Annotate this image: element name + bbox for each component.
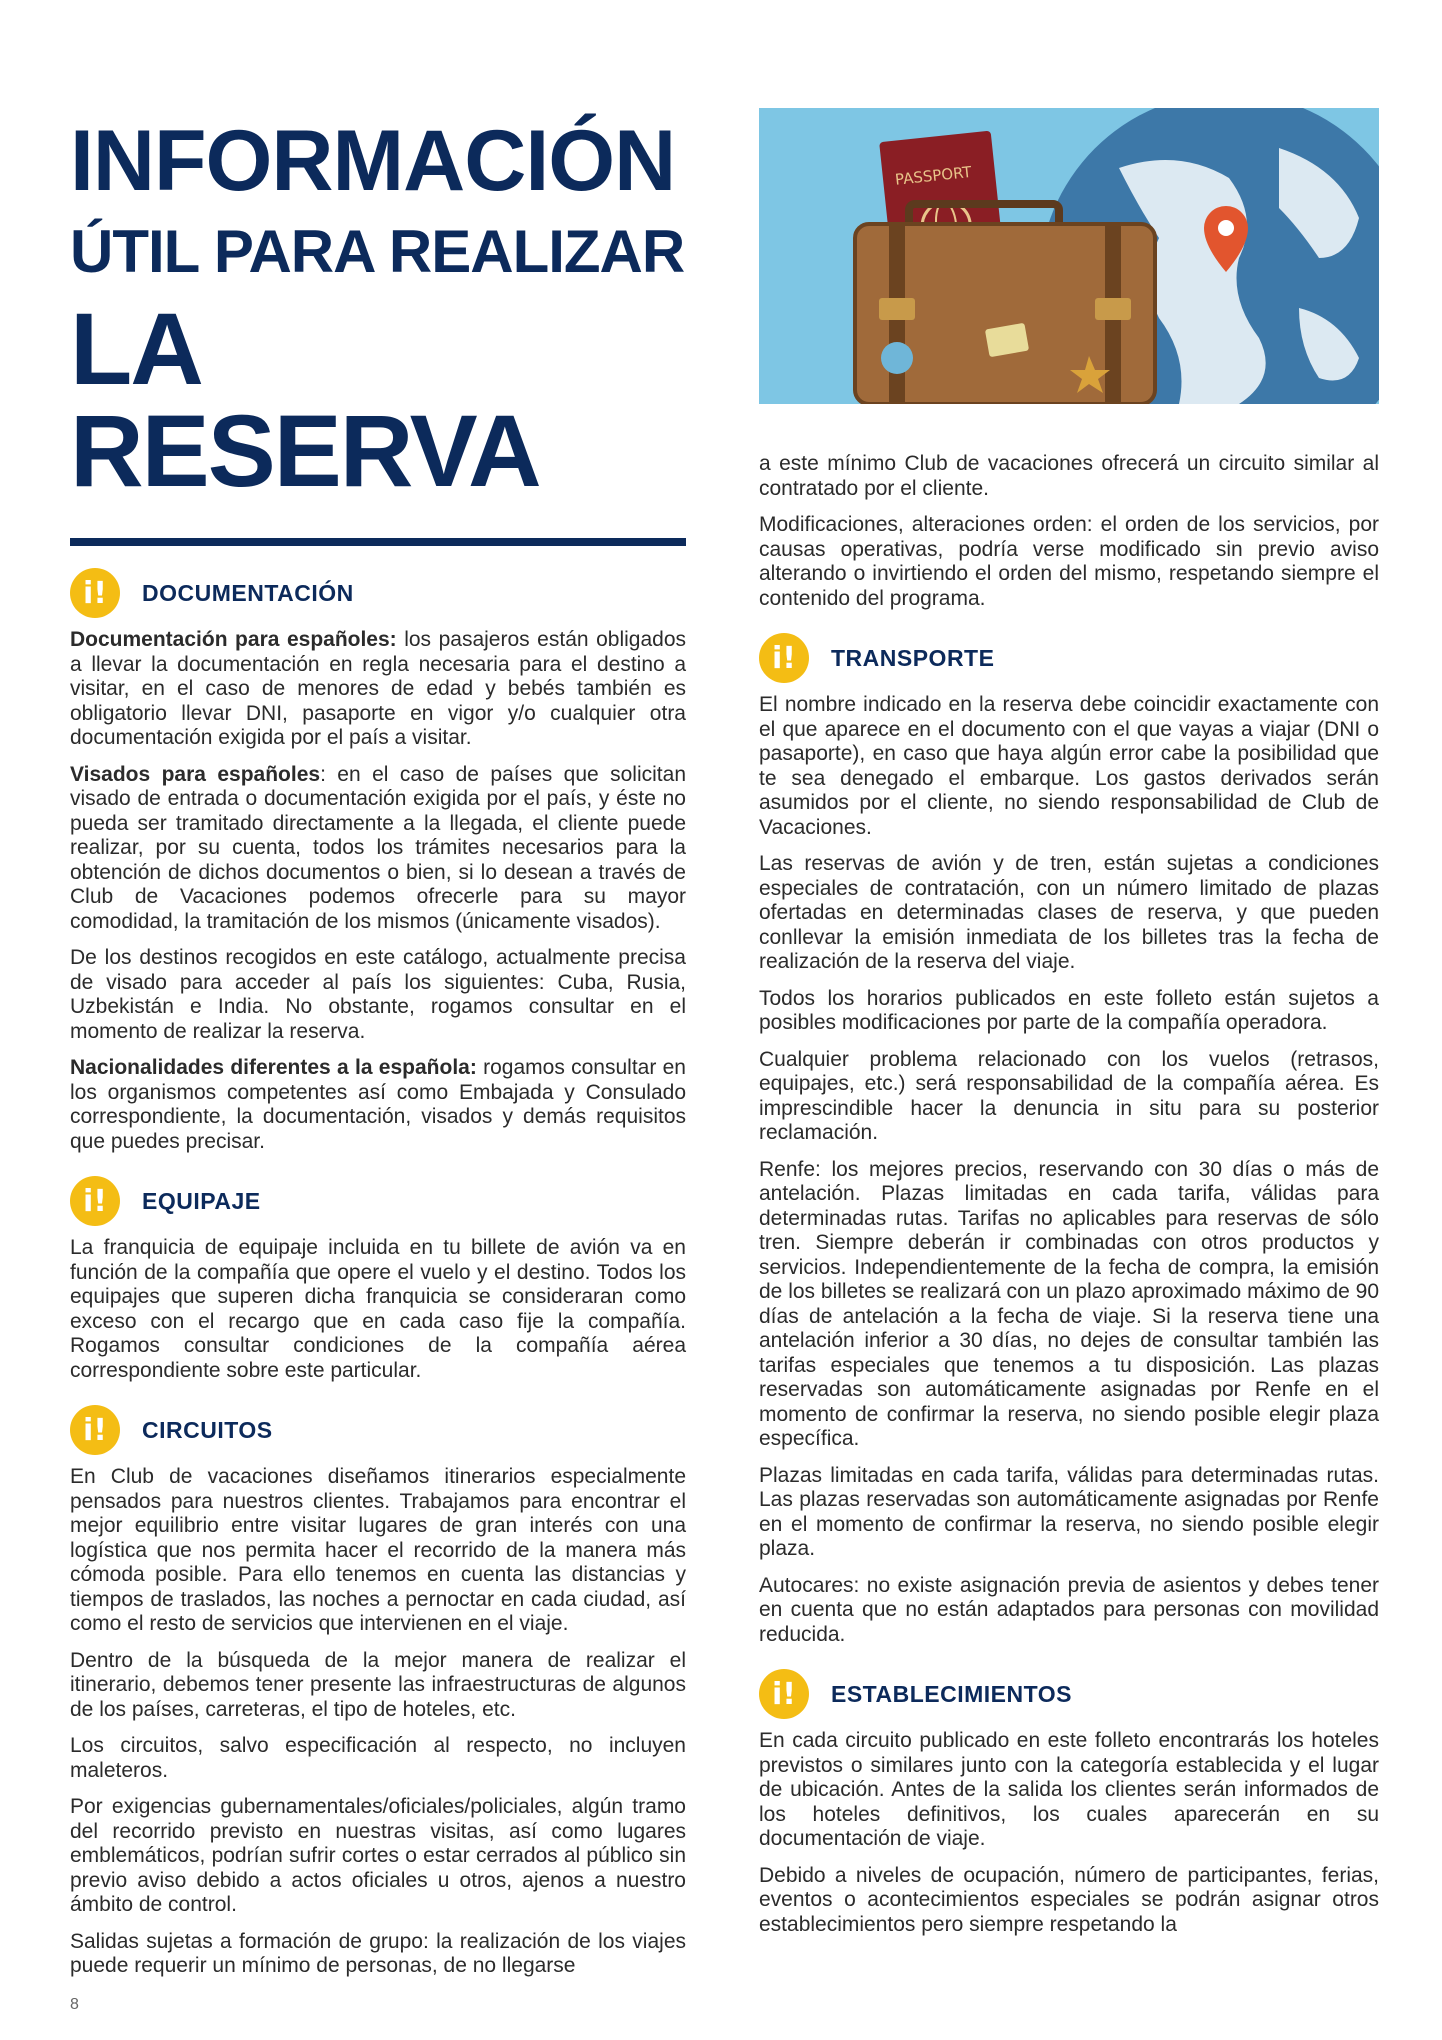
section-title: EQUIPAJE	[142, 1187, 261, 1214]
right-column-body	[759, 452, 1379, 1937]
paragraph: Todos los horarios publicados en este folleto están sujetos a posibles modificaciones por parte de la compañía operadora.	[759, 986, 1379, 1034]
title-line-1: INFORMACIÓN	[70, 113, 676, 209]
paragraph: a este mínimo Club de vacaciones ofrecerá un circuito similar al contratado por el cliente.	[759, 452, 1379, 500]
paragraph: Salidas sujetas a formación de grupo: la realización de los viajes puede requerir un mínimo de personas, de no llegarse	[70, 1929, 686, 1977]
paragraph-text: : en el caso de países que solicitan visado de entrada o documentación exigida por el país, y éste no pueda ser tramitado directamente a la llegada, el cliente puede realizar, por su cuenta, todos los trámites necesarios para la obtención de dichos documentos o bien, si lo desean a través de Club de Vacaciones podemos ofrecerle para su mayor comodidad, la tramitación de los mismos (únicamente visados).	[70, 762, 686, 933]
paragraph: En cada circuito publicado en este folleto encontrarás los hoteles previstos o similares junto con la categoría establecida y el lugar de ubicación. Antes de la salida los clientes serán informados de los hoteles definitivos, los cuales aparecerán en su documentación de viaje.	[759, 1729, 1379, 1850]
section-title: ESTABLECIMIENTOS	[831, 1680, 1072, 1707]
paragraph: Autocares: no existe asignación previa de asientos y debes tener en cuenta que no están adaptados para personas con movilidad reducida.	[759, 1573, 1379, 1646]
paragraph: Renfe: los mejores precios, reservando con 30 días o más de antelación. Plazas limitadas en cada tarifa, válidas para determinadas rutas. Tarifas no aplicables para reservas de sólo tren. Siempre deberán ir combinadas con otros productos y servicios. Independientemente de la fecha de compra, la emisión de los billetes se realizará con un plazo aproximado máximo de 90 días de antelación a la fecha de viaje. Si la reserva tiene una antelación inferior a 30 días, no dejes de consultar también las tarifas especiales que tenemos a tu disposición. Las plazas reservadas son automáticamente asignadas por Renfe en el momento de confirmar la reserva, no siendo posible elegir plaza específica.	[759, 1157, 1379, 1450]
info-exclamation-icon: i!	[70, 568, 120, 618]
paragraph-text: rogamos consultar en los organismos competentes así como Embajada y Consulado correspondiente, la documentación, visados y demás requisitos que puedes precisar.	[70, 1056, 686, 1153]
paragraph: Dentro de la búsqueda de la mejor manera de realizar el itinerario, debemos tener presente las infraestructuras de algunos de los países, carreteras, el tipo de hoteles, etc.	[70, 1648, 686, 1721]
title-divider	[70, 538, 686, 546]
paragraph: Cualquier problema relacionado con los vuelos (retrasos, equipajes, etc.) será responsabilidad de la compañía aérea. Es imprescindible hacer la denuncia in situ para su posterior reclamación.	[759, 1047, 1379, 1144]
info-exclamation-icon: i!	[759, 633, 809, 683]
section-establecimientos-header	[759, 1669, 1379, 1719]
section-equipaje-header	[70, 1176, 686, 1226]
paragraph: Debido a niveles de ocupación, número de participantes, ferias, eventos o acontecimientos especiales se podrán asignar otros establecimientos pero siempre respetando la	[759, 1863, 1379, 1936]
paragraph: Las reservas de avión y de tren, están sujetas a condiciones especiales de contratación, con un número limitado de plazas ofertadas en determinadas clases de reserva, y que pueden conllevar la emisión inmediata de los billetes tras la fecha de realización de la reserva del viaje.	[759, 852, 1379, 973]
paragraph: De los destinos recogidos en este catálogo, actualmente precisa de visado para acceder al país los siguientes: Cuba, Rusia, Uzbekistán e India. No obstante, rogamos consultar en el momento de realizar la reserva.	[70, 946, 686, 1043]
title-line-2: ÚTIL PARA REALIZAR	[70, 218, 685, 285]
section-documentacion-header	[70, 568, 686, 618]
paragraph-text: los pasajeros están obligados a llevar la documentación en regla necesaria para el destino a visitar, en el caso de menores de edad y bebés también es obligatorio llevar DNI, pasaporte en vigor y/o cualquier otra documentación exigida por el país a visitar.	[70, 628, 686, 749]
paragraph: En Club de vacaciones diseñamos itinerarios especialmente pensados para nuestros clientes. Trabajamos para encontrar el mejor equilibrio entre visitar lugares de gran interés con una logística que nos permita hacer el recorrido de la manera más cómoda posible. Para ello tenemos en cuenta las distancias y tiempos de traslados, las noches a pernoctar en cada ciudad, así como el resto de servicios que intervienen en el viaje.	[70, 1465, 686, 1635]
paragraph-lead: Documentación para españoles:	[70, 628, 397, 651]
paragraph: La franquicia de equipaje incluida en tu billete de avión va en función de la compañía que opere el vuelo y el destino. Todos los equipajes que superen dicha franquicia se consideraran como exceso con el recargo que en cada caso fije la compañía. Rogamos consultar condiciones de la compañía aérea correspondiente sobre este particular.	[70, 1236, 686, 1382]
svg-text:PASSPORT: PASSPORT	[894, 162, 973, 189]
info-exclamation-icon: i!	[70, 1405, 120, 1455]
paragraph: Los circuitos, salvo especificación al respecto, no incluyen maleteros.	[70, 1734, 686, 1782]
paragraph: Plazas limitadas en cada tarifa, válidas para determinadas rutas. Las plazas reservadas son automáticamente asignadas por Renfe en el momento de confirmar la reserva, no siendo posible elegir plaza.	[759, 1463, 1379, 1560]
section-title: TRANSPORTE	[831, 644, 995, 671]
title-line-3: LA RESERVA	[70, 292, 540, 508]
travel-hero-image	[759, 108, 1379, 404]
section-transporte-header	[759, 633, 1379, 683]
paragraph-lead: Nacionalidades diferentes a la española:	[70, 1056, 477, 1079]
paragraph	[70, 628, 686, 751]
right-column	[759, 108, 1379, 1949]
info-exclamation-icon: i!	[70, 1176, 120, 1226]
paragraph: El nombre indicado en la reserva debe coincidir exactamente con el que aparece en el documento con el que vayas a viajar (DNI o pasaporte), en caso que haya algún error cabe la posibilidad que te sea denegado el embarque. Los gastos derivados serán asumidos por el cliente, no siendo responsabilidad de Club de Vacaciones.	[759, 693, 1379, 839]
section-circuitos-header	[70, 1405, 686, 1455]
paragraph: Modificaciones, alteraciones orden: el orden de los servicios, por causas operativas, podría verse modificado sin previo aviso alterando o invirtiendo el orden del mismo, respetando siempre el contenido del programa.	[759, 513, 1379, 610]
left-column	[70, 113, 686, 1991]
paragraph-lead: Visados para españoles	[70, 762, 321, 786]
travel-illustration	[759, 108, 1379, 404]
page-number: 8	[70, 1996, 79, 2013]
info-exclamation-icon: i!	[759, 1669, 809, 1719]
section-title: DOCUMENTACIÓN	[142, 579, 354, 606]
paragraph: Por exigencias gubernamentales/oficiales/policiales, algún tramo del recorrido previsto en nuestras visitas, así como lugares emblemáticos, podrían sufrir cortes o estar cerrados al público sin previo aviso debido a actos oficiales u otros, ajenos a nuestro ámbito de control.	[70, 1795, 686, 1916]
section-title: CIRCUITOS	[142, 1416, 273, 1443]
paragraph	[70, 1056, 686, 1154]
suitcase-icon	[855, 204, 1155, 404]
paragraph	[70, 763, 686, 935]
